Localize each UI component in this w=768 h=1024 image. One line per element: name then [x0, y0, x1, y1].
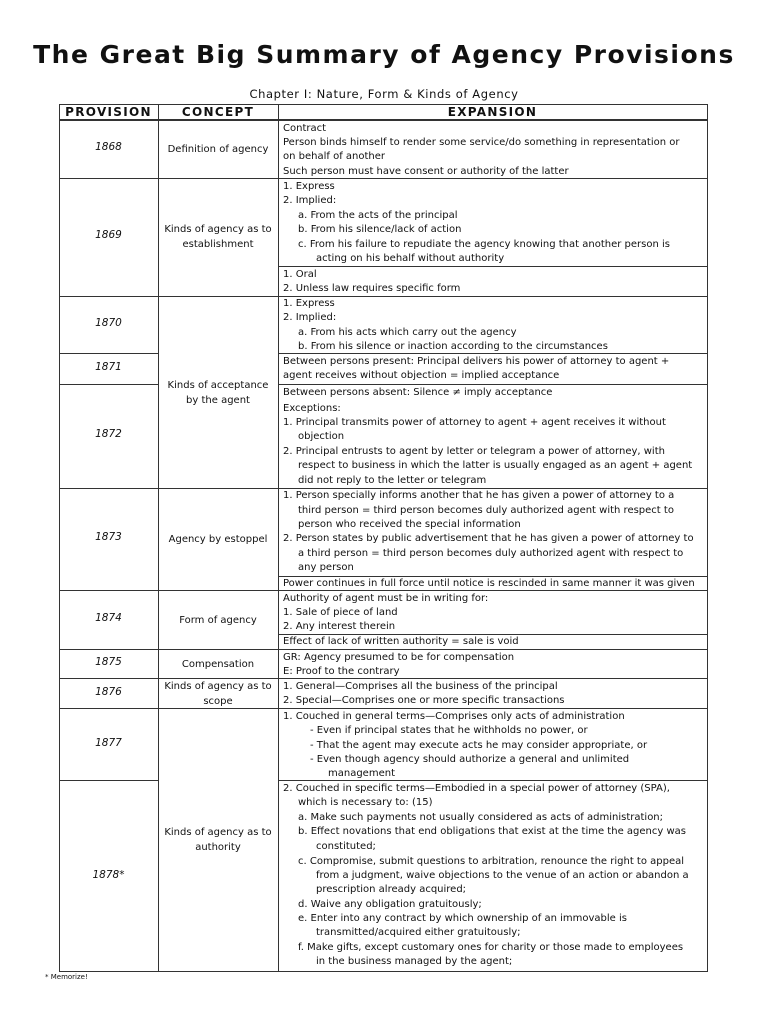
- provision-1875: 1875: [95, 656, 122, 668]
- concept-kinds-of-agency-authority: Kinds of agency as to authority: [164, 827, 272, 853]
- concept-kinds-of-agency-scope: Kinds of agency as to scope: [164, 681, 272, 707]
- header-provision: PROVISION: [65, 105, 152, 119]
- expansion-line: E: Proof to the contrary: [283, 666, 400, 677]
- expansion-line: Exceptions:: [283, 403, 341, 414]
- expansion-line: 2. Implied:: [283, 195, 337, 206]
- expansion-line: 1. Express: [283, 298, 335, 309]
- table-border-top: [59, 104, 707, 105]
- expansion-line: on behalf of another: [283, 151, 386, 162]
- expansion-line: Between persons absent: Silence ≠ imply acceptance: [283, 387, 553, 398]
- row-divider: [59, 384, 158, 385]
- expansion-line: 2. Principal entrusts to agent by letter or telegram a power of attorney, with: [283, 446, 665, 457]
- concept-definition-of-agency: Definition of agency: [167, 144, 269, 155]
- expansion-line: 1. Express: [283, 181, 335, 192]
- provision-1876: 1876: [95, 686, 122, 698]
- row-divider: [59, 353, 158, 354]
- header-expansion: EXPANSION: [447, 105, 538, 119]
- header-divider: [59, 119, 707, 121]
- provision-1871: 1871: [95, 361, 122, 373]
- expansion-line: 2. Unless law requires specific form: [283, 283, 461, 294]
- provision-1873: 1873: [95, 531, 122, 543]
- expansion-line: third person = third person becomes duly authorized agent with respect to: [298, 505, 674, 516]
- expansion-line: 2. Special—Comprises one or more specific transactions: [283, 695, 565, 706]
- expansion-line: acting on his behalf without authority: [316, 253, 505, 264]
- table-border-right: [707, 104, 708, 972]
- expansion-line: Power continues in full force until notice is rescinded in same manner it was given: [283, 578, 695, 589]
- expansion-line: 1. Sale of piece of land: [283, 607, 398, 618]
- concept-kinds-of-agency-establishment: Kinds of agency as to establishment: [164, 224, 272, 250]
- expansion-line: - That the agent may execute acts he may consider appropriate, or: [310, 740, 648, 751]
- expansion-line: Such person must have consent or authority of the latter: [283, 166, 569, 177]
- provision-1872: 1872: [95, 428, 122, 440]
- expansion-line: b. Effect novations that end obligations that exist at the time the agency was: [298, 826, 686, 837]
- expansion-line: Person binds himself to render some service/do something in representation or: [283, 137, 680, 148]
- expansion-line: constituted;: [316, 841, 376, 852]
- expansion-line: 2. Couched in specific terms—Embodied in a special power of attorney (SPA),: [283, 783, 670, 794]
- expansion-line: respect to business in which the latter is usually engaged as an agent + agent: [298, 460, 693, 471]
- expansion-line: c. From his failure to repudiate the agency knowing that another person is: [298, 239, 670, 250]
- expansion-line: from a judgment, waive objections to the venue of an action or abandon a: [316, 870, 689, 881]
- expansion-line: a. From his acts which carry out the agency: [298, 327, 517, 338]
- expansion-line: - Even if principal states that he withholds no power, or: [310, 725, 588, 736]
- expansion-line: 1. General—Comprises all the business of the principal: [283, 681, 558, 692]
- expansion-line: Authority of agent must be in writing for:: [283, 593, 489, 604]
- expansion-line: - Even though agency should authorize a general and unlimited: [310, 754, 630, 765]
- provision-1878: 1878*: [92, 869, 125, 881]
- provision-1868: 1868: [95, 141, 122, 153]
- table-border-bottom: [59, 971, 707, 972]
- document-title: The Great Big Summary of Agency Provisions: [33, 40, 735, 69]
- expansion-line: which is necessary to: (15): [298, 797, 433, 808]
- expansion-line: agent receives without objection = implied acceptance: [283, 370, 560, 381]
- provision-1869: 1869: [95, 229, 122, 241]
- expansion-line: b. From his silence/lack of action: [298, 224, 462, 235]
- expansion-line: 1. Oral: [283, 269, 317, 280]
- provision-1874: 1874: [95, 612, 122, 624]
- expansion-line: in the business managed by the agent;: [316, 956, 513, 967]
- expansion-line: 1. Couched in general terms—Comprises only acts of administration: [283, 711, 625, 722]
- expansion-line: Effect of lack of written authority = sale is void: [283, 636, 519, 647]
- expansion-line: e. Enter into any contract by which ownership of an immovable is: [298, 913, 627, 924]
- expansion-line: d. Waive any obligation gratuitously;: [298, 899, 482, 910]
- column-divider: [278, 104, 279, 972]
- concept-form-of-agency: Form of agency: [179, 615, 257, 626]
- expansion-line: any person: [298, 562, 354, 573]
- concept-kinds-of-acceptance: Kinds of acceptance by the agent: [167, 380, 269, 406]
- expansion-line: prescription already acquired;: [316, 884, 467, 895]
- row-divider: [59, 780, 158, 781]
- row-divider: [278, 384, 707, 385]
- expansion-line: 2. Any interest therein: [283, 621, 396, 632]
- expansion-line: management: [328, 768, 395, 779]
- expansion-line: a. From the acts of the principal: [298, 210, 458, 221]
- expansion-line: person who received the special information: [298, 519, 521, 530]
- expansion-line: did not reply to the letter or telegram: [298, 475, 487, 486]
- expansion-line: GR: Agency presumed to be for compensation: [283, 652, 515, 663]
- provision-1877: 1877: [95, 737, 122, 749]
- expansion-line: 1. Person specially informs another that he has given a power of attorney to a: [283, 490, 675, 501]
- expansion-line: Between persons present: Principal delivers his power of attorney to agent +: [283, 356, 670, 367]
- expansion-line: a third person = third person becomes duly authorized agent with respect to: [298, 548, 684, 559]
- expansion-line: 2. Implied:: [283, 312, 337, 323]
- provision-1870: 1870: [95, 317, 122, 329]
- expansion-line: c. Compromise, submit questions to arbitration, renounce the right to appeal: [298, 856, 685, 867]
- expansion-line: b. From his silence or inaction according to the circumstances: [298, 341, 608, 352]
- expansion-line: f. Make gifts, except customary ones for charity or those made to employees: [298, 942, 684, 953]
- concept-agency-by-estoppel: Agency by estoppel: [168, 534, 268, 545]
- footnote: * Memorize!: [45, 973, 88, 981]
- header-concept: CONCEPT: [181, 105, 255, 119]
- expansion-line: 2. Person states by public advertisement that he has given a power of attorney to: [283, 533, 694, 544]
- expansion-line: transmitted/acquired either gratuitously;: [316, 927, 521, 938]
- chapter-heading: Chapter I: Nature, Form & Kinds of Agency: [249, 87, 519, 101]
- expansion-line: Contract: [283, 123, 327, 134]
- expansion-line: 1. Principal transmits power of attorney to agent + agent receives it without: [283, 417, 666, 428]
- expansion-line: a. Make such payments not usually considered as acts of administration;: [298, 812, 664, 823]
- concept-compensation: Compensation: [181, 659, 255, 670]
- expansion-line: objection: [298, 431, 345, 442]
- column-divider: [158, 104, 159, 972]
